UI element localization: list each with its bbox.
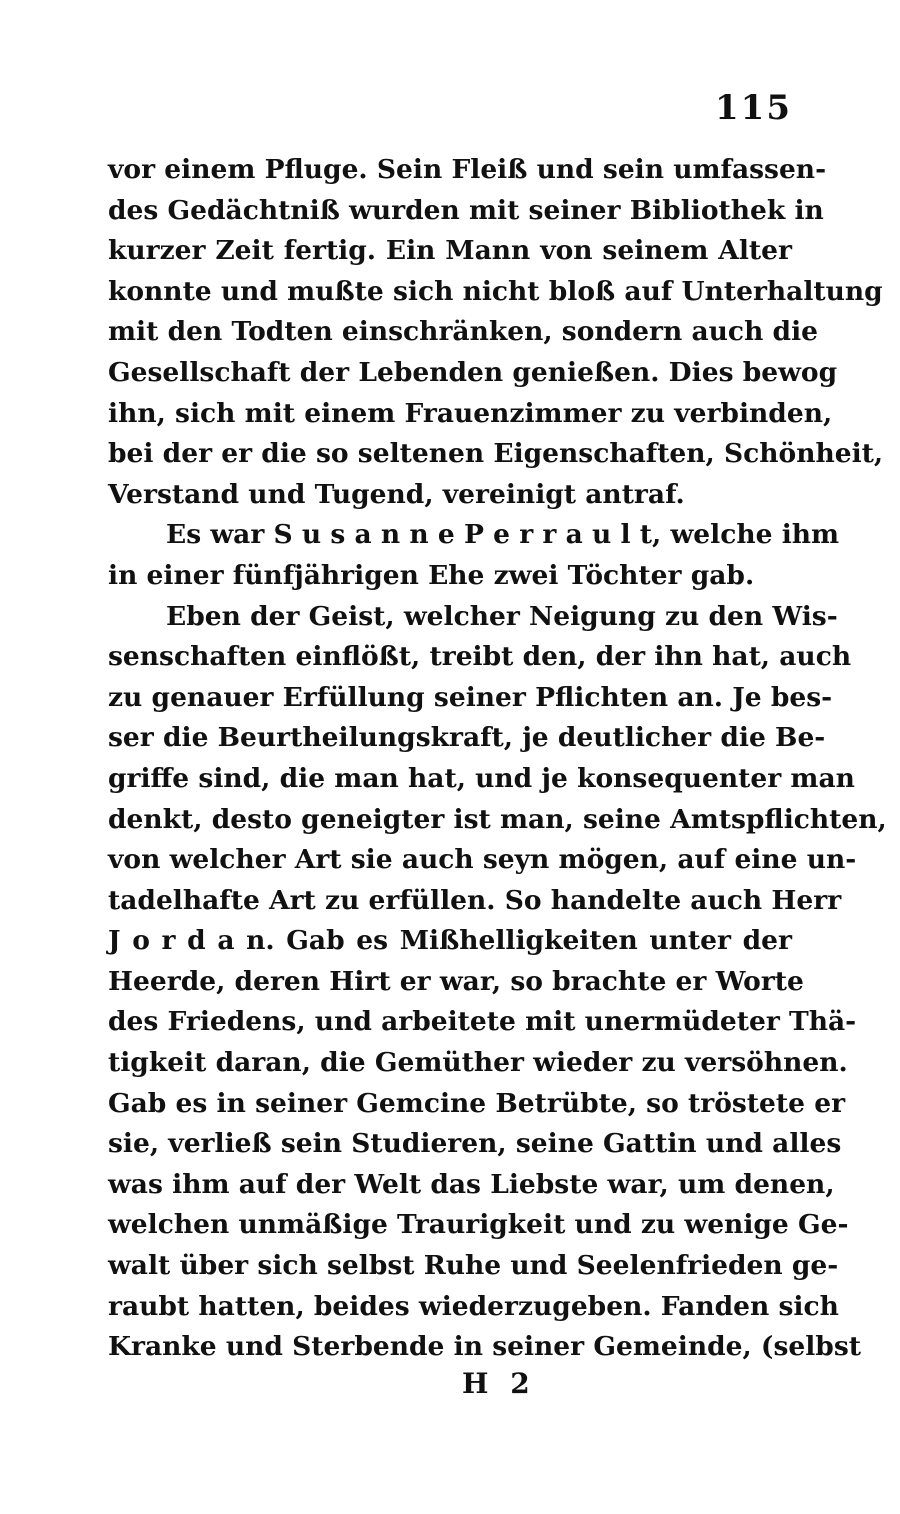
text-line: griffe sind, die man hat, und je konsequenter man — [108, 762, 855, 794]
text-line: walt über sich selbst Ruhe und Seelenfrieden ge- — [108, 1250, 839, 1282]
body-text — [108, 150, 887, 1368]
text-line: mit den Todten einschränken, sondern auch die — [108, 316, 819, 348]
text-line: vor einem Pfluge. Sein Fleiß und sein umfassen- — [108, 154, 827, 185]
text-line: Kranke und Sterbende in seiner Gemeinde, (selbst — [108, 1331, 861, 1363]
text-line: von welcher Art sie auch seyn mögen, auf eine un- — [108, 844, 857, 876]
text-line: bei der er die so seltenen Eigenschaften, Schönheit, — [108, 438, 884, 470]
text-line: ihn, sich mit einem Frauenzimmer zu verbinden, — [108, 397, 833, 429]
text-line: J o r d a n. Gab es Mißhelligkeiten unter der — [108, 925, 792, 957]
text-line: ser die Beurtheilungskraft, je deutlicher die Be- — [108, 722, 826, 754]
text-line: was ihm auf der Welt das Liebste war, um denen, — [108, 1168, 835, 1200]
text-line: des Gedächtniß wurden mit seiner Bibliothek in — [108, 194, 824, 226]
text-line: Gesellschaft der Lebenden genießen. Dies bewog — [108, 356, 838, 388]
text-line: sie, verließ sein Studieren, seine Gattin und alles — [108, 1128, 842, 1160]
text-line: kurzer Zeit fertig. Ein Mann von seinem Alter — [108, 235, 792, 267]
text-line: des Friedens, und arbeitete mit unermüdeter Thä- — [108, 1006, 857, 1038]
text-line: Heerde, deren Hirt er war, so brachte er Worte — [108, 965, 804, 997]
text-line: Gab es in seiner Gemcine Betrübte, so tröstete er — [108, 1087, 846, 1119]
text-line: tigkeit daran, die Gemüther wieder zu versöhnen. — [108, 1047, 848, 1079]
text-line: denkt, desto geneigter ist man, seine Amtspflichten, — [108, 803, 887, 835]
text-line: tadelhafte Art zu erfüllen. So handelte auch Herr — [108, 884, 842, 916]
page-number: 115 — [715, 88, 792, 128]
printer-signature: H 2 — [462, 1367, 536, 1400]
text-line: senschaften einflößt, treibt den, der ihn hat, auch — [108, 641, 852, 673]
text-line: Es war S u s a n n e P e r r a u l t, welche ihm — [166, 519, 840, 551]
text-line: konnte und mußte sich nicht bloß auf Unterhaltung — [108, 275, 883, 307]
text-line: in einer fünfjährigen Ehe zwei Töchter gab. — [108, 559, 755, 591]
text-line: zu genauer Erfüllung seiner Pflichten an. Je bes- — [108, 681, 833, 713]
text-line: Eben der Geist, welcher Neigung zu den Wis- — [166, 600, 838, 632]
text-line: Verstand und Tugend, vereinigt antraf. — [108, 478, 685, 510]
text-line: raubt hatten, beides wiederzugeben. Fanden sich — [108, 1290, 839, 1322]
text-line: welchen unmäßige Traurigkeit und zu wenige Ge- — [108, 1209, 849, 1241]
